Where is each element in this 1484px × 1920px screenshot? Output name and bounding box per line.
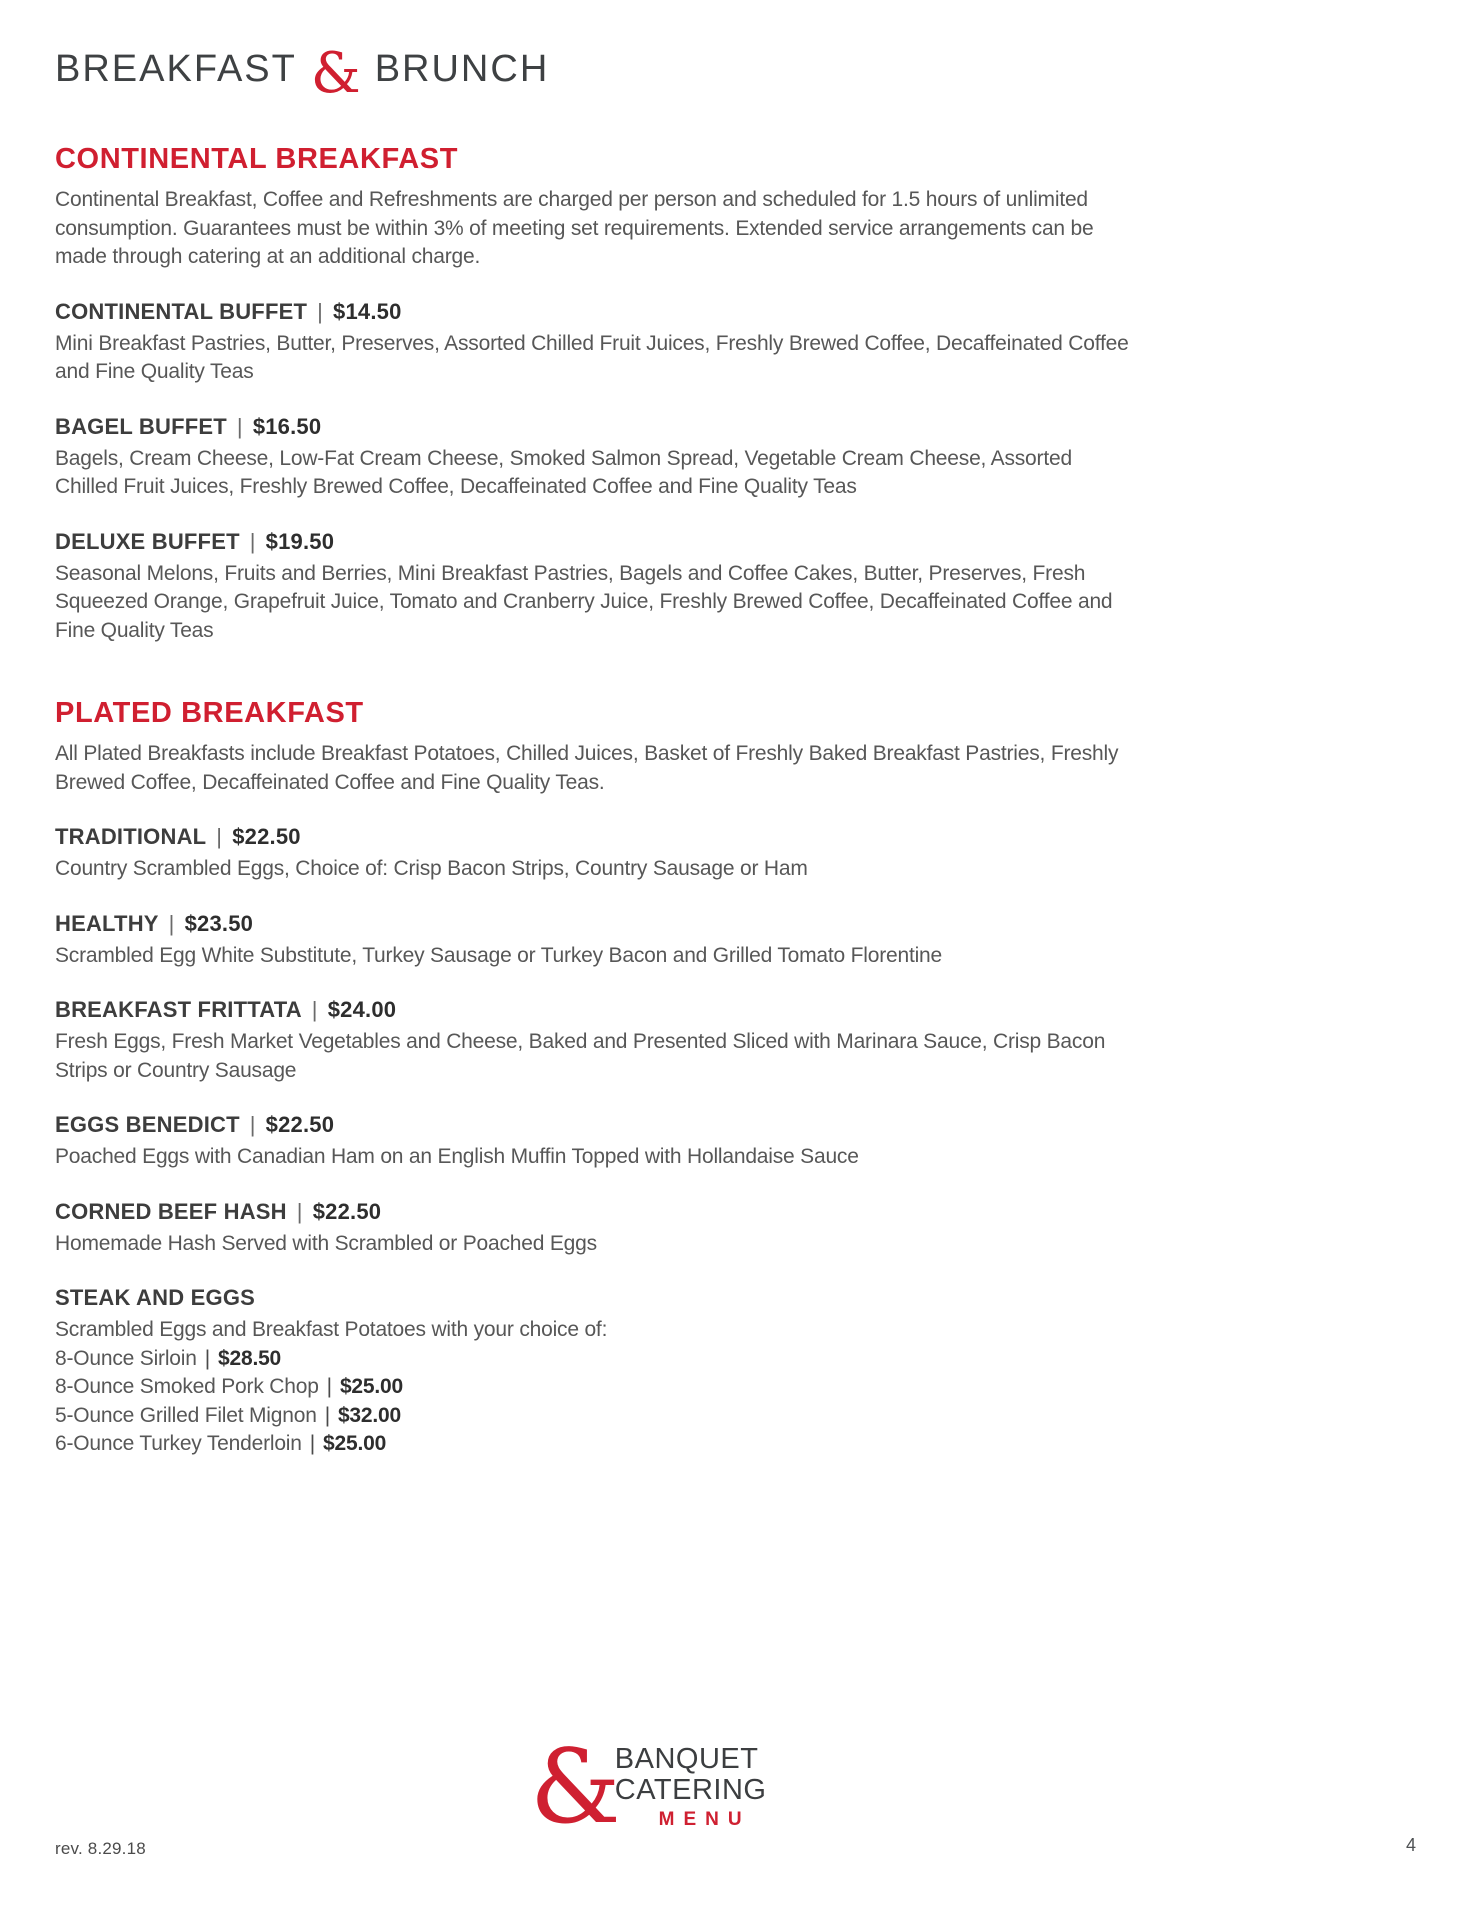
item-name: CONTINENTAL BUFFET [55,298,308,324]
price-separator: | [309,1432,316,1455]
item-head [55,997,1429,1023]
item-head [55,1112,1429,1138]
steak-choice-row [55,1430,1429,1459]
item-head [55,1285,1429,1311]
steak-choice-row [55,1402,1429,1431]
item-description: Scrambled Egg White Substitute, Turkey Sausage or Turkey Bacon and Grilled Tomato Florentine [55,943,943,967]
choice-price: $25.00 [323,1432,387,1455]
price-separator: | [204,1346,210,1370]
steak-choice-row [55,1373,1429,1402]
menu-item-bagel-buffet [55,414,1429,502]
menu-item-breakfast-frittata [55,997,1429,1085]
item-name: BAGEL BUFFET [55,413,227,439]
menu-item-corned-beef-hash [55,1199,1429,1259]
page-title-word-brunch: BRUNCH [374,48,550,90]
item-name: TRADITIONAL [55,824,207,849]
item-description: Country Scrambled Eggs, Choice of: Crisp Bacon Strips, Country Sausage or Ham [55,857,808,880]
item-description: Scrambled Eggs and Breakfast Potatoes with your choice of: [55,1318,608,1341]
price-separator: | [236,413,243,439]
price-separator: | [296,1198,303,1224]
item-description: Fresh Eggs, Fresh Market Vegetables and Cheese, Baked and Presented Sliced with Marinara Sauce, Crisp Bacon Strips or Country Sausage [55,1030,1106,1082]
page-title-word-breakfast: BREAKFAST [55,48,297,90]
item-name: EGGS BENEDICT [55,1112,240,1137]
banquet-catering-logo [530,1728,767,1847]
item-description: Poached Eggs with Canadian Ham on an English Muffin Topped with Hollandaise Sauce [55,1145,859,1168]
choice-name: 8-Ounce Sirloin [55,1346,197,1370]
section-heading-continental-breakfast: CONTINENTAL BREAKFAST [55,143,459,175]
price-separator: | [326,1375,332,1398]
page-number: 4 [1405,1835,1416,1855]
item-name: STEAK AND EGGS [55,1285,256,1310]
item-head [55,911,1429,937]
choice-price: $28.50 [218,1346,282,1370]
choice-price: $25.00 [339,1375,403,1398]
menu-item-eggs-benedict [55,1112,1429,1172]
section-intro-plated-breakfast: All Plated Breakfasts include Breakfast Potatoes, Chilled Juices, Basket of Freshly Baked Breakfast Pastries, Freshly Brewed Coffee, Decaffeinated Coffee and Fine Quality Teas. [55,742,1119,794]
menu-item-traditional [55,824,1429,884]
item-head [55,1199,1429,1225]
item-description: Bagels, Cream Cheese, Low-Fat Cream Cheese, Smoked Salmon Spread, Vegetable Cream Cheese, Assorted Chilled Fruit Juices, Freshly Brewed Coffee, Decaffeinated Coffee and Fine Quality Teas [55,446,1072,498]
item-name: BREAKFAST FRITTATA [55,997,302,1022]
section-heading-plated-breakfast: PLATED BREAKFAST [55,697,364,729]
revision-note: rev. 8.29.18 [55,1839,146,1858]
choice-name: 5-Ounce Grilled Filet Mignon [55,1403,317,1427]
item-name: HEALTHY [55,910,159,936]
item-head [55,824,1429,850]
ampersand-logo-icon: & [530,1728,621,1847]
ampersand-icon: & [310,40,361,106]
price-separator: | [249,1112,256,1137]
price-separator: | [168,910,175,936]
price-separator: | [311,997,318,1022]
menu-item-continental-buffet [55,299,1429,387]
item-price: $22.50 [232,824,301,849]
item-head [55,414,1429,440]
section-intro-continental-breakfast: Continental Breakfast, Coffee and Refreshments are charged per person and scheduled for 1.5 hours of unlimited consumption. Guarantees must be within 3% of meeting set requirements. Extended service arrangements can be made through catering at an additional charge. [55,188,1094,268]
price-separator: | [216,824,223,849]
item-price: $24.00 [327,997,397,1022]
price-separator: | [317,298,324,324]
choice-price: $32.00 [337,1403,401,1427]
menu-item-steak-and-eggs [55,1285,1429,1459]
choice-name: 6-Ounce Turkey Tenderloin [55,1432,302,1455]
item-price: $19.50 [265,528,335,554]
item-price: $14.50 [333,298,402,324]
item-price: $22.50 [312,1198,382,1224]
page-title [55,40,1429,106]
price-separator: | [249,528,256,554]
menu-item-healthy [55,911,1429,971]
item-head [55,299,1429,325]
price-separator: | [324,1403,330,1427]
item-price: $23.50 [184,910,254,936]
choice-name: 8-Ounce Smoked Pork Chop [55,1375,319,1398]
item-head [55,529,1429,555]
item-description: Seasonal Melons, Fruits and Berries, Mini Breakfast Pastries, Bagels and Coffee Cakes, Butter, Preserves, Fresh Squeezed Orange, Grapefruit Juice, Tomato and Cranberry Juice, Freshly Brewed Coffee, Decaffeinated Coffee and Fine Quality Teas [55,561,1113,642]
item-name: CORNED BEEF HASH [55,1198,287,1224]
logo-line-menu: MENU [658,1809,751,1830]
item-description: Homemade Hash Served with Scrambled or Poached Eggs [55,1231,597,1255]
steak-choice-list [55,1345,1429,1459]
steak-choice-row [55,1345,1429,1374]
logo-line-catering: CATERING [614,1774,767,1806]
item-name: DELUXE BUFFET [55,528,240,554]
item-price: $16.50 [252,413,322,439]
item-description: Mini Breakfast Pastries, Butter, Preserves, Assorted Chilled Fruit Juices, Freshly Brewed Coffee, Decaffeinated Coffee and Fine Quality Teas [55,331,1129,383]
logo-text [615,1742,767,1831]
logo-line-banquet: BANQUET [614,1743,759,1775]
menu-item-deluxe-buffet [55,529,1429,646]
item-price: $22.50 [265,1112,335,1137]
